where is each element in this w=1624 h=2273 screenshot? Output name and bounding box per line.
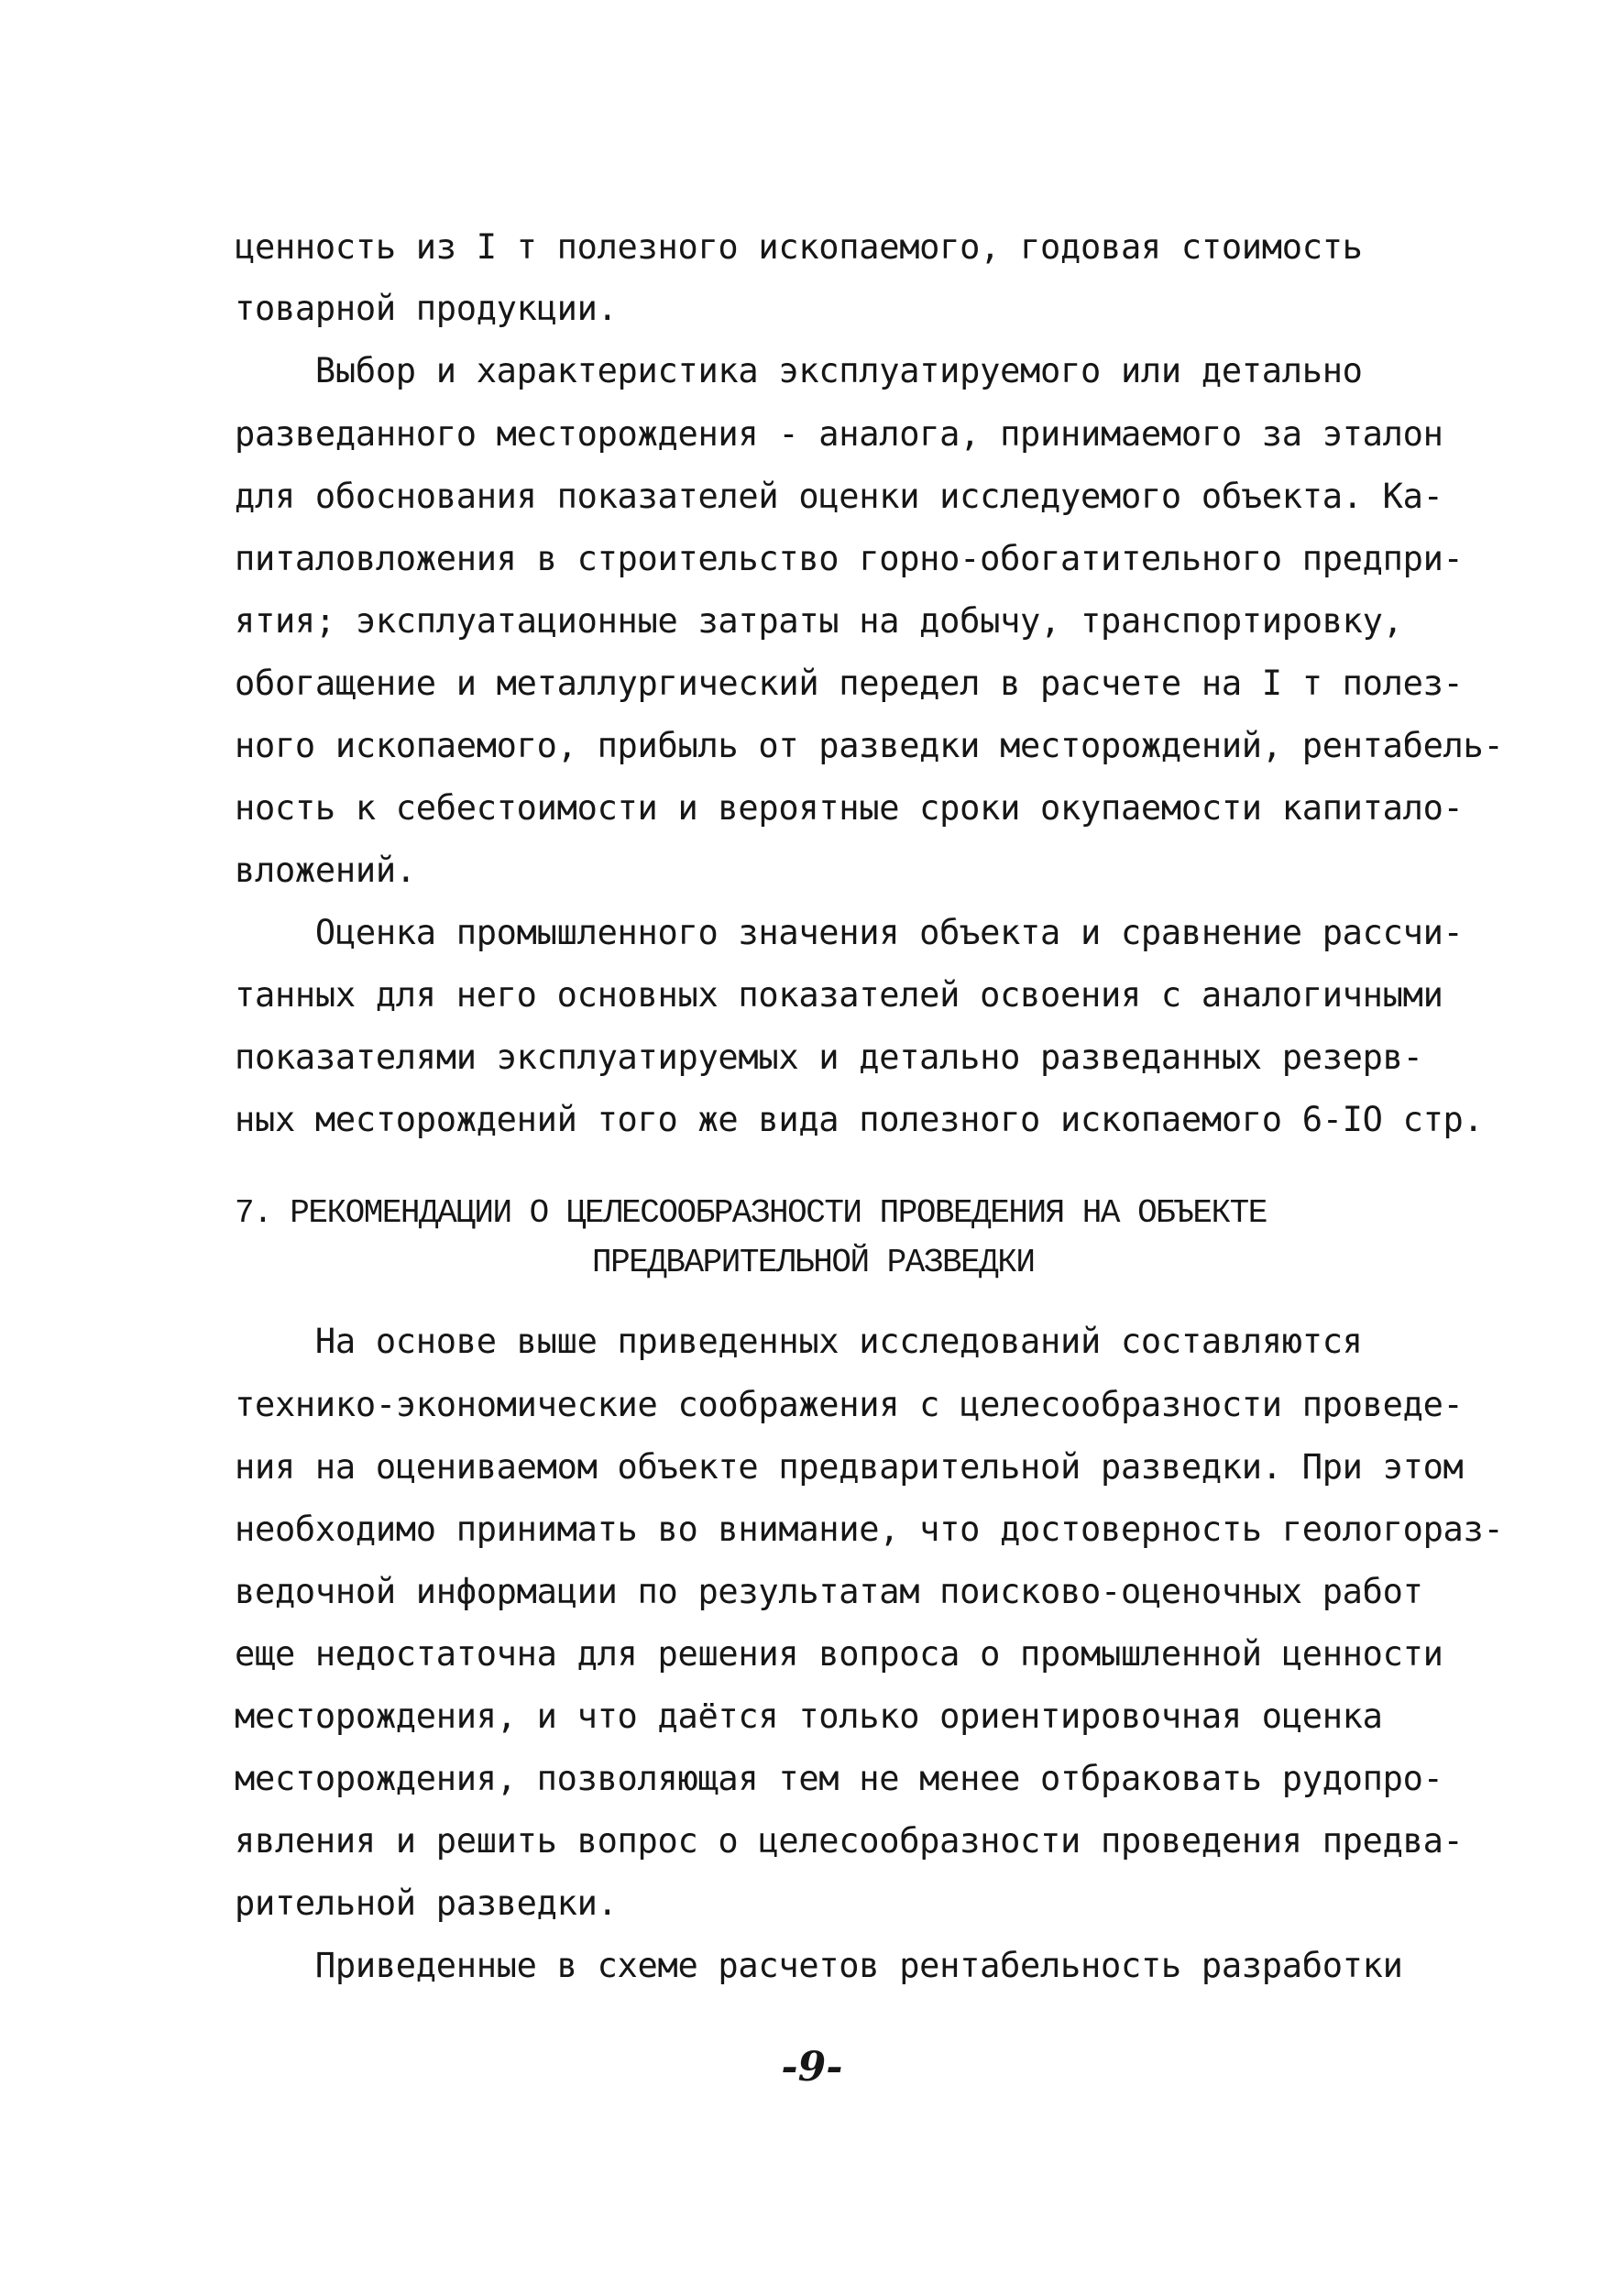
paragraph-3-line-1: Оценка промышленного значения объекта и сравнение рассчи- [235, 913, 1464, 952]
paragraph-4-line-2: технико-экономические соображения с целесообразности проведе- [235, 1385, 1464, 1424]
paragraph-2-line-3: для обоснования показателей оценки исследуемого объекта. Ка- [235, 477, 1443, 516]
page-number: -9- [781, 2044, 843, 2091]
paragraph-5-line-1: Приведенные в схеме расчетов рентабельность разработки [235, 1946, 1403, 1985]
paragraph-2-line-6: обогащение и металлургический передел в расчете на I т полез- [235, 664, 1464, 703]
paragraph-4-line-7: месторождения, и что даётся только ориентировочная оценка [235, 1697, 1383, 1736]
paragraph-4-line-5: ведочной информации по результатам поисково-оценочных работ [235, 1572, 1423, 1611]
paragraph-2-line-5: ятия; эксплуатационные затраты на добычу, транспортировку, [235, 601, 1403, 641]
paragraph-2-line-4: питаловложения в строительство горно-обогатительного предпри- [235, 539, 1464, 578]
paragraph-2-line-7: ного ископаемого, прибыль от разведки месторождений, рентабель- [235, 726, 1504, 765]
paragraph-1-line-2: товарной продукции. [235, 289, 618, 328]
paragraph-4-line-4: необходимо принимать во внимание, что достоверность геологораз- [235, 1510, 1504, 1549]
paragraph-3-line-2: танных для него основных показателей освоения с аналогичными [235, 975, 1443, 1015]
paragraph-2-line-2: разведанного месторождения - аналога, принимаемого за эталон [235, 414, 1443, 454]
paragraph-3-line-4: ных месторождений того же вида полезного ископаемого 6-IO стр. [235, 1100, 1484, 1139]
paragraph-4-line-3: ния на оцениваемом объекте предварительной разведки. При этом [235, 1447, 1464, 1487]
paragraph-4-line-9: явления и решить вопрос о целесообразности проведения предва- [235, 1821, 1464, 1861]
paragraph-4-line-8: месторождения, позволяющая тем не менее отбраковать рудопро- [235, 1759, 1443, 1798]
paragraph-3-line-3: показателями эксплуатируемых и детально разведанных резерв- [235, 1038, 1423, 1077]
paragraph-2-line-1: Выбор и характеристика эксплуатируемого или детально [235, 351, 1363, 390]
paragraph-4-line-6: еще недостаточна для решения вопроса о промышленной ценности [235, 1634, 1443, 1674]
paragraph-2-line-9: вложений. [235, 851, 416, 890]
section-heading-line-2: ПРЕДВАРИТЕЛЬНОЙ РАЗВЕДКИ [592, 1244, 1035, 1281]
paragraph-4-line-1: На основе выше приведенных исследований составляются [235, 1322, 1363, 1361]
section-heading-line-1: 7. РЕКОМЕНДАЦИИ О ЦЕЛЕСООБРАЗНОСТИ ПРОВЕДЕНИЯ НА ОБЪЕКТЕ [235, 1194, 1267, 1232]
paragraph-1-line-1: ценность из I т полезного ископаемого, годовая стоимость [235, 227, 1363, 267]
paragraph-2-line-8: ность к себестоимости и вероятные сроки окупаемости капитало- [235, 788, 1464, 828]
paragraph-4-line-10: рительной разведки. [235, 1883, 618, 1923]
